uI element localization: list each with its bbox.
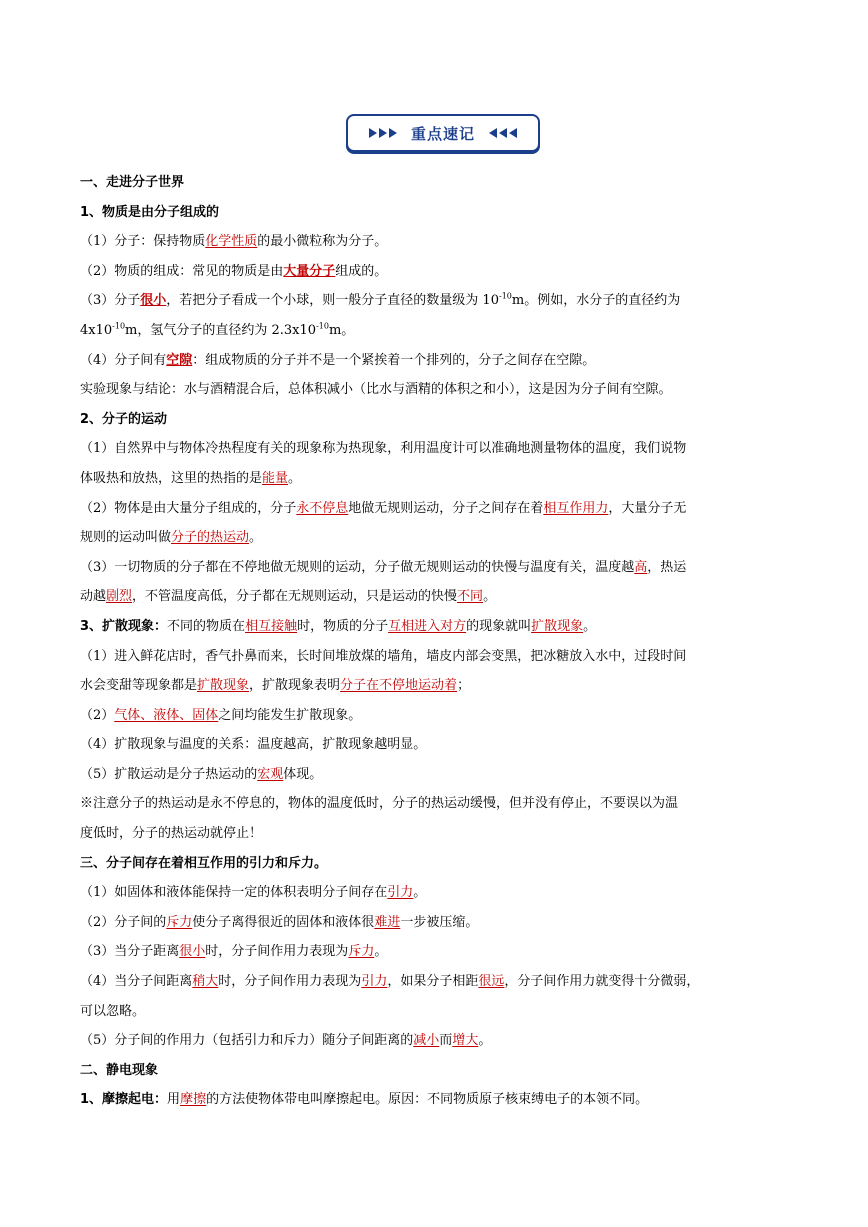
text-line: （5）扩散运动是分子热运动的宏观体现。 bbox=[80, 766, 323, 782]
highlight-term: 分子的热运动 bbox=[171, 530, 250, 546]
text-line: 1、摩擦起电：用摩擦的方法使物体带电叫摩擦起电。原因：不同物质原子核束缚电子的本领不同。 bbox=[80, 1092, 649, 1108]
highlight-term: 很小 bbox=[179, 944, 206, 960]
heading-diffusion: 3、扩散现象： bbox=[80, 618, 168, 634]
text-line: $4x10^{-10}m$，氢气分子的直径约为 $2.3x10^{-10}m$。 bbox=[80, 321, 355, 338]
text-line: 体吸热和放热，这里的热指的是能量。 bbox=[80, 470, 302, 486]
highlight-term: 难进 bbox=[374, 914, 401, 930]
text-line: 水会变甜等现象都是扩散现象，扩散现象表明分子在不停地运动着； bbox=[80, 678, 471, 694]
text-line: 动越剧烈，不管温度高低，分子都在无规则运动，只是运动的快慢不同。 bbox=[80, 589, 497, 605]
highlight-term: 大量分子 bbox=[283, 263, 336, 279]
heading-molecular-motion: 2、分子的运动 bbox=[80, 411, 168, 427]
text-line: （2）物质的组成：常见的物质是由大量分子组成的。 bbox=[80, 263, 388, 279]
highlight-term: 剧烈 bbox=[106, 589, 133, 605]
highlight-term: 高 bbox=[634, 559, 648, 575]
heading-molecular-world: 一、走进分子世界 bbox=[80, 175, 185, 190]
highlight-term: 减小 bbox=[413, 1033, 440, 1049]
text-line: （1）进入鲜花店时，香气扑鼻而来，长时间堆放煤的墙角，墙皮内部会变黑，把冰糖放入水中，过段时间 bbox=[80, 648, 687, 664]
section-banner bbox=[0, 114, 868, 156]
highlight-term: 扩散现象 bbox=[531, 618, 584, 634]
text-line: （2）气体、液体、固体之间均能发生扩散现象。 bbox=[80, 707, 362, 723]
text-line: （5）分子间的作用力（包括引力和斥力）随分子间距离的减小而增大。 bbox=[80, 1033, 492, 1049]
right-arrows-icon bbox=[369, 128, 397, 138]
highlight-term: 互相进入对方 bbox=[388, 618, 467, 634]
highlight-term: 斥力 bbox=[348, 944, 375, 960]
text-line: （1）如固体和液体能保持一定的体积表明分子间存在引力。 bbox=[80, 885, 427, 901]
text-line: （3）一切物质的分子都在不停地做无规则的运动，分子做无规则运动的快慢与温度有关，温度越高，热运 bbox=[80, 559, 687, 575]
highlight-term: 气体、液体、固体 bbox=[114, 707, 219, 723]
text-line: （2）物体是由大量分子组成的，分子永不停息地做无规则运动，分子之间存在着相互作用力，大量分子无 bbox=[80, 500, 687, 516]
text-line: （2）分子间的斥力使分子离得很近的固体和液体很难进一步被压缩。 bbox=[80, 914, 479, 930]
highlight-term: 摩擦 bbox=[180, 1092, 207, 1108]
notes-content bbox=[80, 168, 792, 1115]
heading-static-electricity: 二、静电现象 bbox=[80, 1062, 159, 1078]
highlight-term: 化学性质 bbox=[205, 234, 258, 250]
text-line: （4）扩散现象与温度的关系：温度越高，扩散现象越明显。 bbox=[80, 737, 427, 753]
text-line: （4）分子间有空隙：组成物质的分子并不是一个紧挨着一个排列的，分子之间存在空隙。 bbox=[80, 352, 596, 368]
highlight-term: 不同 bbox=[457, 589, 484, 605]
highlight-term: 引力 bbox=[387, 885, 414, 901]
text-line: 度低时，分子的热运动就停止！ bbox=[80, 826, 263, 842]
highlight-term: 扩散现象 bbox=[197, 678, 250, 694]
text-line: （1）自然界中与物体冷热程度有关的现象称为热现象，利用温度计可以准确地测量物体的温度，我们说物 bbox=[80, 441, 687, 457]
highlight-term: 宏观 bbox=[257, 766, 284, 782]
highlight-term: 相互作用力 bbox=[543, 500, 609, 516]
highlight-term: 斥力 bbox=[166, 914, 193, 930]
highlight-term: 很小 bbox=[140, 293, 167, 309]
highlight-term: 相互接触 bbox=[245, 618, 298, 634]
highlight-term: 增大 bbox=[452, 1033, 479, 1049]
heading-intermolecular-force: 三、分子间存在着相互作用的引力和斥力。 bbox=[80, 855, 328, 871]
text-line: 可以忽略。 bbox=[80, 1003, 146, 1019]
highlight-term: 永不停息 bbox=[296, 500, 349, 516]
text-line: （4）当分子间距离稍大时，分子间作用力表现为引力，如果分子相距很远，分子间作用力就变得十分微弱， bbox=[80, 974, 700, 990]
left-arrows-icon bbox=[489, 128, 517, 138]
heading-friction-charging: 1、摩擦起电： bbox=[80, 1092, 168, 1108]
banner-box bbox=[346, 114, 540, 152]
highlight-term: 很远 bbox=[478, 974, 505, 990]
highlight-term: 分子在不停地运动着 bbox=[340, 678, 458, 694]
highlight-term: 引力 bbox=[361, 974, 388, 990]
text-line: 规则的运动叫做分子的热运动。 bbox=[80, 530, 263, 546]
text-line: （3）分子很小，若把分子看成一个小球，则一般分子直径的数量级为 $10^{-10}m$。例如，水分子的直径约为 bbox=[80, 292, 681, 309]
text-line: ※注意分子的热运动是永不停息的，物体的温度低时，分子的热运动缓慢，但并没有停止，不要误以为温 bbox=[80, 796, 679, 812]
highlight-term: 稍大 bbox=[192, 974, 219, 990]
text-line: 3、扩散现象：不同的物质在相互接触时，物质的分子互相进入对方的现象就叫扩散现象。 bbox=[80, 618, 597, 634]
text-line: 实验现象与结论：水与酒精混合后，总体积减小（比水与酒精的体积之和小），这是因为分子间有空隙。 bbox=[80, 382, 672, 398]
heading-matter-composed: 1、物质是由分子组成的 bbox=[80, 204, 220, 220]
highlight-term: 能量 bbox=[262, 470, 289, 486]
text-line: （3）当分子距离很小时，分子间作用力表现为斥力。 bbox=[80, 944, 388, 960]
highlight-term: 空隙 bbox=[166, 352, 193, 368]
text-line: （1）分子：保持物质化学性质的最小微粒称为分子。 bbox=[80, 234, 388, 250]
banner-title: 重点速记 bbox=[410, 124, 475, 143]
